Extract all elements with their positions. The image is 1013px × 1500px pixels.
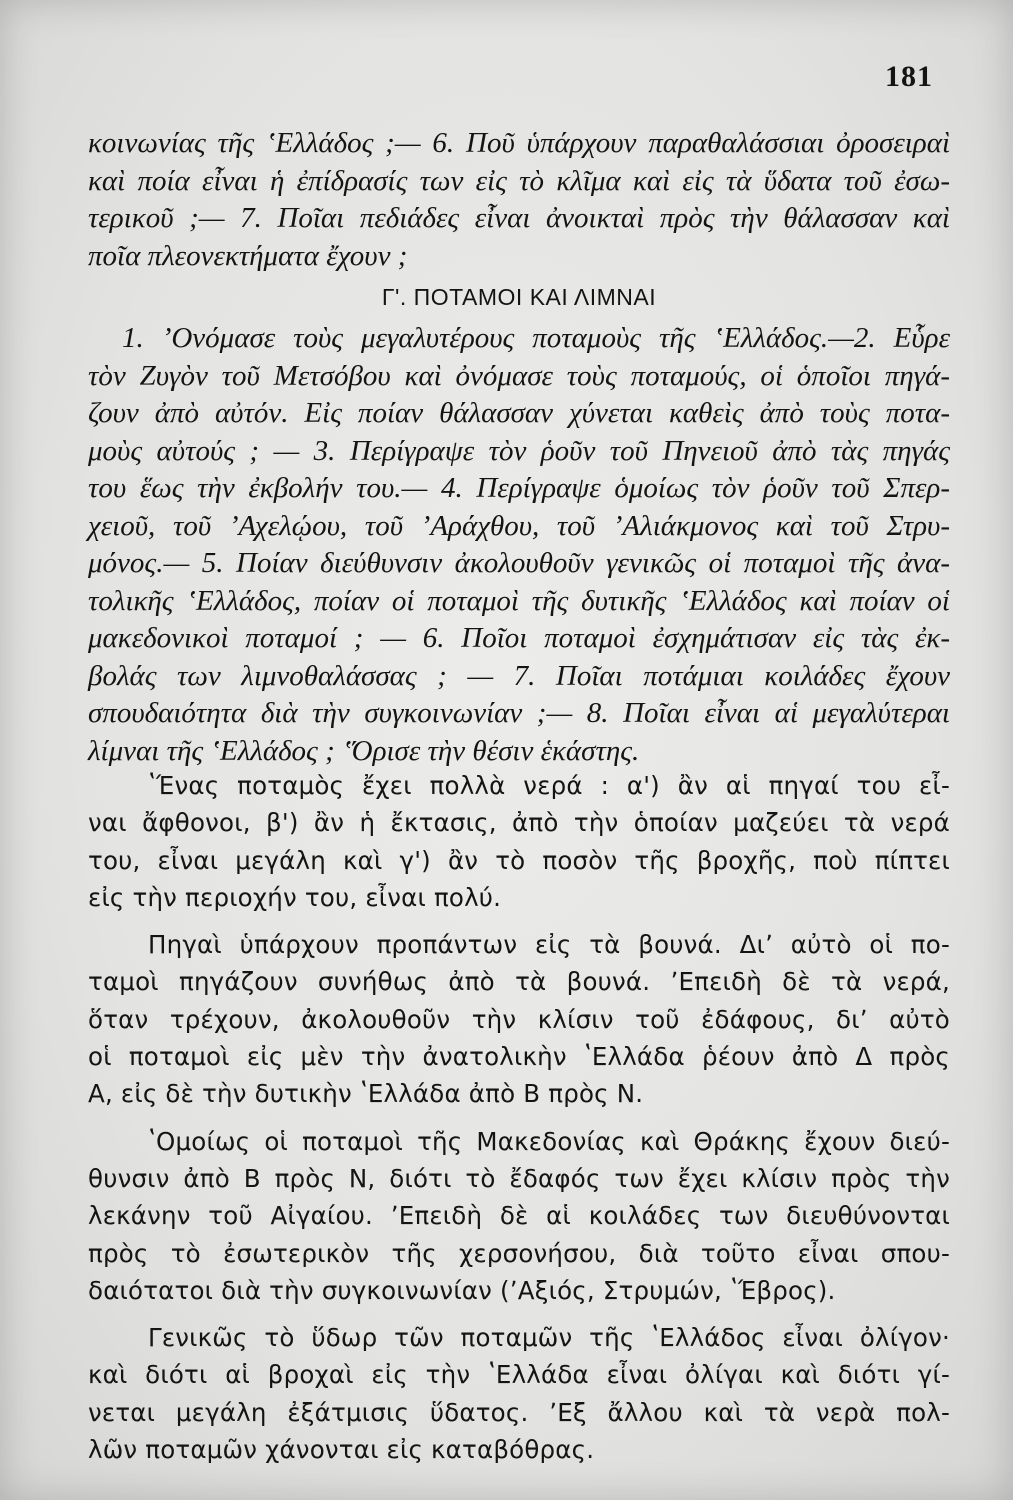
paragraph: [88, 1319, 950, 1468]
text-line: ʽΟμοίως οἱ ποταμοὶ τῆς Μακεδονίας καὶ Θράκης ἔχουν διεύ-: [148, 1126, 950, 1156]
text-line: ναι ἄφθονοι, β') ἂν ἡ ἔκτασις, ἀπὸ τὴν ὁποίαν μαζεύει τὰ νερά: [88, 808, 950, 838]
text-line: καὶ διότι αἱ βροχαὶ εἰς τὴν ʽΕλλάδα εἶναι ὀλίγαι καὶ διότι γί-: [88, 1360, 950, 1390]
text-line: καὶ ποία εἶναι ἡ ἐπίδρασίς των εἰς τὸ κλῖμα καὶ εἰς τὰ ὕδατα τοῦ ἐσω-: [88, 164, 950, 197]
text-line: δαιότατοι διὰ τὴν συγκοινωνίαν (ʼΑξιός, Στρυμών, ʽΈβρος).: [88, 1275, 836, 1305]
text-line: λῶν ποταμῶν χάνονται εἰς καταβόθρας.: [88, 1435, 595, 1465]
text-line: λεκάνην τοῦ Αἰγαίου. ʼΕπειδὴ δὲ αἱ κοιλάδες των διευθύνονται: [88, 1201, 950, 1231]
text-line: θυνσιν ἀπὸ Β πρὸς Ν, διότι τὸ ἔδαφός των ἔχει κλίσιν πρὸς τὴν: [88, 1163, 950, 1193]
paragraph: [88, 767, 950, 916]
text-line: λίμναι τῆς ʽΕλλάδος ; ʽΌρισε τὴν θέσιν ἑκάστης.: [88, 734, 640, 767]
paragraph: [88, 926, 950, 1112]
text-line: ποῖα πλεονεκτήματα ἔχουν ;: [88, 239, 408, 272]
text-line: πρὸς τὸ ἐσωτερικὸν τῆς χερσονήσου, διὰ τοῦτο εἶναι σπου-: [88, 1238, 950, 1268]
text-line: 1. ʼΟνόμασε τοὺς μεγαλυτέρους ποταμοὺς τῆς ʽΕλλάδος.—2. Εὗρε: [122, 322, 950, 354]
text-line: του, εἶναι μεγάλη καὶ γ') ἂν τὸ ποσὸν τῆς βροχῆς, ποὺ πίπτει: [88, 845, 950, 875]
text-line: τολικῆς ʽΕλλάδος, ποίαν οἱ ποταμοὶ τῆς δυτικῆς ʽΕλλάδος καὶ ποίαν οἱ: [88, 584, 950, 617]
text-line: Γενικῶς τὸ ὕδωρ τῶν ποταμῶν τῆς ʽΕλλάδος εἶναι ὀλίγον·: [148, 1323, 950, 1353]
section-heading: Γ'. ΠΟΤΑΜΟΙ ΚΑΙ ΛΙΜΝΑΙ: [381, 284, 657, 310]
page-number: 181: [885, 60, 933, 93]
text-line: μακεδονικοὶ ποταμοί ; — 6. Ποῖοι ποταμοὶ ἐσχημάτισαν εἰς τὰς ἐκ-: [88, 622, 950, 654]
text-line: τὸν Ζυγὸν τοῦ Μετσόβου καὶ ὀνόμασε τοὺς ποταμούς, οἱ ὁποῖοι πηγά-: [88, 359, 950, 392]
text-line: εἰς τὴν περιοχήν του, εἶναι πολύ.: [88, 882, 502, 912]
text-line: Α, εἰς δὲ τὴν δυτικὴν ʽΕλλάδα ἀπὸ Β πρὸς Ν.: [88, 1079, 644, 1109]
text-line: οἱ ποταμοὶ εἰς μὲν τὴν ἀνατολικὴν ʽΕλλάδα ῥέουν ἀπὸ Δ πρὸς: [88, 1042, 950, 1072]
text-line: σπουδαιότητα διὰ τὴν συγκοινωνίαν ;— 8. Ποῖαι εἶναι αἱ μεγαλύτεραι: [88, 697, 950, 729]
questions-rivers-lakes: [88, 320, 950, 770]
body-text: [88, 767, 950, 1478]
text-line: ταμοὶ πηγάζουν συνήθως ἀπὸ τὰ βουνά. ʼΕπειδὴ δὲ τὰ νερά,: [88, 967, 950, 997]
text-line: μοὺς αὐτούς ; — 3. Περίγραψε τὸν ῥοῦν τοῦ Πηνειοῦ ἀπὸ τὰς πηγάς: [88, 434, 950, 467]
text-line: χειοῦ, τοῦ ʼΑχελῴου, τοῦ ʼΑράχθου, τοῦ ʼΑλιάκμονος καὶ τοῦ Στρυ-: [88, 509, 950, 542]
text-line: ὅταν τρέχουν, ἀκολουθοῦν τὴν κλίσιν τοῦ ἐδάφους, διʼ αὐτὸ: [88, 1004, 950, 1034]
exercise-questions: [88, 125, 950, 770]
text-line: του ἕως τὴν ἐκβολήν του.— 4. Περίγραψε ὁμοίως τὸν ῥοῦν τοῦ Σπερ-: [88, 472, 950, 504]
text-line: βολάς των λιμνοθαλάσσας ; — 7. Ποῖαι ποτάμιαι κοιλάδες ἔχουν: [88, 659, 950, 692]
text-line: τερικοῦ ;— 7. Ποῖαι πεδιάδες εἶναι ἀνοικταὶ πρὸς τὴν θάλασσαν καὶ: [88, 202, 950, 234]
text-line: μόνος.— 5. Ποίαν διεύθυνσιν ἀκολουθοῦν γενικῶς οἱ ποταμοὶ τῆς ἀνα-: [88, 547, 950, 579]
questions-previous-section: [88, 125, 950, 275]
text-line: ʽΈνας ποταμὸς ἔχει πολλὰ νερά : α') ἂν αἱ πηγαί του εἶ-: [148, 771, 950, 800]
text-line: ζουν ἀπὸ αὐτόν. Εἰς ποίαν θάλασσαν χύνεται καθεὶς ἀπὸ τοὺς ποτα-: [88, 397, 950, 429]
text-line: κοινωνίας τῆς ʽΕλλάδος ;— 6. Ποῦ ὑπάρχουν παραθαλάσσιαι ὀροσειραὶ: [88, 127, 950, 159]
paragraph: [88, 1123, 950, 1309]
text-line: νεται μεγάλη ἐξάτμισις ὕδατος. ʼΕξ ἄλλου καὶ τὰ νερὰ πολ-: [88, 1397, 950, 1427]
text-line: Πηγαὶ ὑπάρχουν προπάντων εἰς τὰ βουνά. Διʼ αὐτὸ οἱ πο-: [148, 930, 950, 960]
